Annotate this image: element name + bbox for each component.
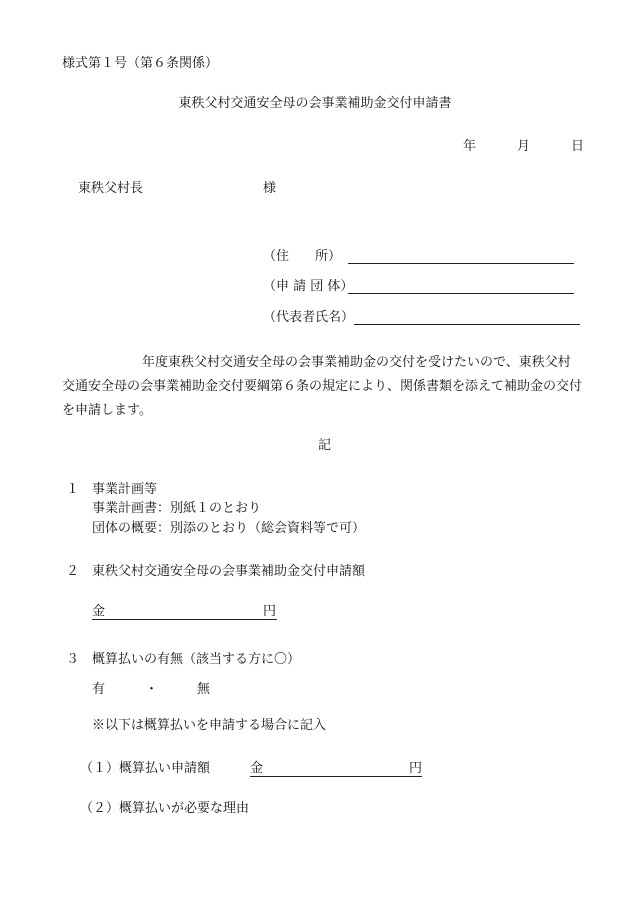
group-line (348, 293, 574, 294)
advance-note: ※以下は概算払いを申請する場合に記入 (92, 718, 327, 733)
option-yes: 有 (92, 682, 106, 697)
body-text: 年度東秩父村交通安全母の会事業補助金の交付を受けたいので、東秩父村交通安全母の会事業補助金交付要綱第６条の規定により、関係書類を添えて補助金の交付を申請します。 (62, 355, 583, 418)
item-1-line1: 事業計画書：別紙１のとおり (92, 501, 262, 516)
advance-amount-label: （１）概算払い申請額 (80, 761, 211, 776)
date-month: 月 (517, 139, 531, 154)
item-1-title: 事業計画等 (92, 482, 158, 497)
advance-amount-yen: 円 (409, 761, 423, 776)
item-3-title: 概算払いの有無（該当する方に〇） (92, 652, 301, 667)
item-2-title: 東秩父村交通安全母の会事業補助金交付申請額 (92, 564, 366, 579)
addressee-name: 東秩父村長 (78, 181, 144, 196)
form-number: 様式第１号（第６条関係） (62, 56, 219, 71)
advance-reason-label: （２）概算払いが必要な理由 (80, 801, 250, 816)
option-no: 無 (197, 682, 211, 697)
rep-line (354, 324, 580, 325)
advance-amount-kin: 金 (250, 761, 264, 776)
advance-amount-line (250, 776, 422, 777)
item-1-number: １ (66, 482, 80, 497)
item-2-yen: 円 (263, 604, 277, 619)
document-title: 東秩父村交通安全母の会事業補助金交付申請書 (178, 96, 452, 111)
option-separator: ・ (145, 682, 159, 697)
date-year: 年 (463, 139, 477, 154)
item-3-number: ３ (66, 652, 80, 667)
group-label: （申 請 団 体） (263, 279, 354, 294)
item-2-amount-line (92, 619, 277, 620)
ki-heading: 記 (318, 438, 332, 453)
address-label: （住 所） (263, 249, 342, 264)
date-day: 日 (571, 139, 585, 154)
body-paragraph (62, 351, 582, 423)
item-2-number: ２ (66, 564, 80, 579)
rep-label: （代表者氏名） (263, 310, 355, 325)
item-1-line2: 団体の概要：別添のとおり（総会資料等で可） (92, 521, 366, 536)
address-line (348, 263, 574, 264)
item-2-kin: 金 (92, 604, 106, 619)
addressee-honorific: 様 (263, 181, 277, 196)
